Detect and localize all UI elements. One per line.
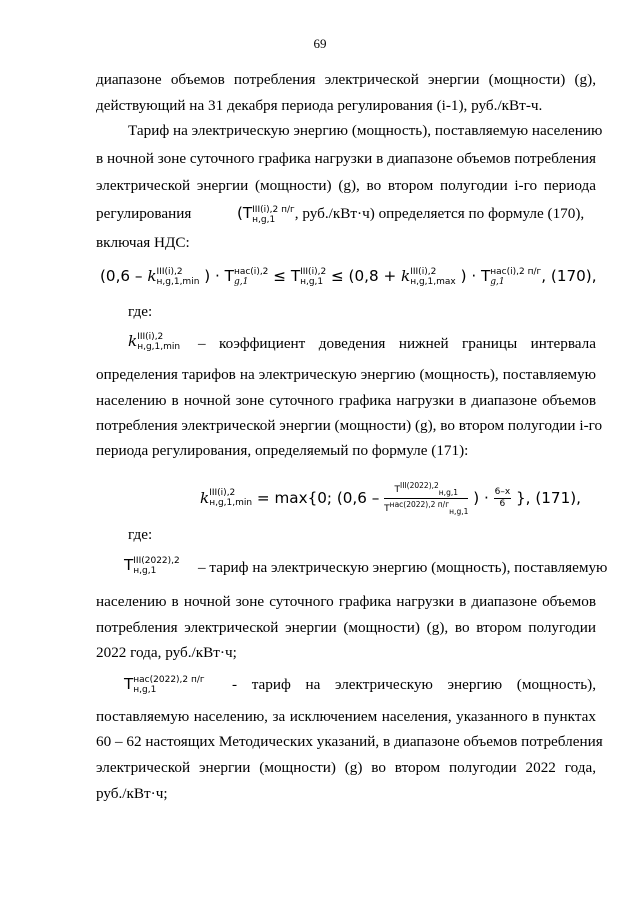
text-line: 60 – 62 настоящих Методических указаний, в диапазоне объемов потребления <box>96 733 603 750</box>
text-line: электрической энергии (мощности) (g), во втором полугодии i-го периода <box>96 177 596 194</box>
fraction: $\frac{Т^{III(2022),2}_{н,g,1}}{Т^{нас(2022),2 п/г}_{н,g,1}}$ <box>384 481 469 516</box>
fraction: $\frac{6-x}{6}$ <box>494 486 511 509</box>
text-line: руб./кВт·ч; <box>96 785 168 802</box>
text-line: в ночной зоне суточного графика нагрузки в диапазоне объемов потребления <box>96 150 596 167</box>
text-line: действующий на 31 декабря периода регулирования (i-1), руб./кВт-ч. <box>96 97 543 114</box>
text-line: электрической энергии (мощности) (g) во втором полугодии 2022 года, <box>96 759 596 776</box>
text-line: поставляемую населению, за исключением населения, указанного в пунктах <box>96 708 596 725</box>
text-line: населению в ночной зоне суточного графика нагрузки в диапазоне объемов <box>96 392 596 409</box>
text-line: – коэффициент доведения нижней границы интервала <box>198 335 596 352</box>
formula-171: k III(i),2 н,g,1,min = max{0; (0,6 – $\frac{Т^{III(2022),2}_{н,g,1}}{Т^{нас(2022),2 п/г}_{н,g,1}}$ ) · $\frac{6-x}{6}$ }, (171), <box>200 481 582 516</box>
text-line: где: <box>128 526 153 543</box>
text-line: потребления электрической энергии (мощности) (g), во втором полугодии i-го <box>96 417 603 434</box>
text-line: - тариф на электрическую энергию (мощность), <box>232 676 596 693</box>
page-number: 69 <box>313 36 327 51</box>
text-line: где: <box>128 303 153 320</box>
text-line: Тариф на электрическую энергию (мощность), поставляемую населению <box>128 122 603 139</box>
text-line: – тариф на электрическую энергию (мощность), поставляемую <box>198 559 608 576</box>
text-line: населению в ночной зоне суточного графика нагрузки в диапазоне объемов <box>96 593 596 610</box>
text-line: периода регулирования, определяемый по формуле (171): <box>96 442 469 459</box>
text-fragment: , руб./кВт·ч) определяется по формуле (170), <box>294 205 585 222</box>
formula-170: (0,6 – k III(i),2 н,g,1,min ) · Т нас(i),2 g,1 ≤ Т III(i),2 н,g,1 ≤ (0,8 + k III(i),2 н,g,1,max ) · Т нас(i),2 п/г g,1 , (170), <box>100 266 597 287</box>
text-fragment: регулирования <box>96 205 192 222</box>
text-line: диапазоне объемов потребления электрической энергии (мощности) (g), <box>96 71 596 88</box>
coefficient-symbol: k III(i),2 н,g,1,min <box>128 331 181 352</box>
text-line: включая НДС: <box>96 234 190 251</box>
text-line: потребления электрической энергии (мощности) (g), во втором полугодии <box>96 619 596 636</box>
text-line: 2022 года, руб./кВт·ч; <box>96 644 237 661</box>
text-line-with-formula: регулирования (Т III(i),2 п/г н,g,1 , руб./кВт·ч) определяется по формуле (170), <box>96 204 585 225</box>
tariff-symbol: Т <box>242 204 253 222</box>
tariff-symbol-2022: Т III(2022),2 н,g,1 <box>124 555 180 576</box>
text-line: определения тарифов на электрическую энергию (мощность), поставляемую <box>96 366 596 383</box>
tariff-symbol-nas-2022: Т нас(2022),2 п/г н,g,1 <box>124 674 205 695</box>
